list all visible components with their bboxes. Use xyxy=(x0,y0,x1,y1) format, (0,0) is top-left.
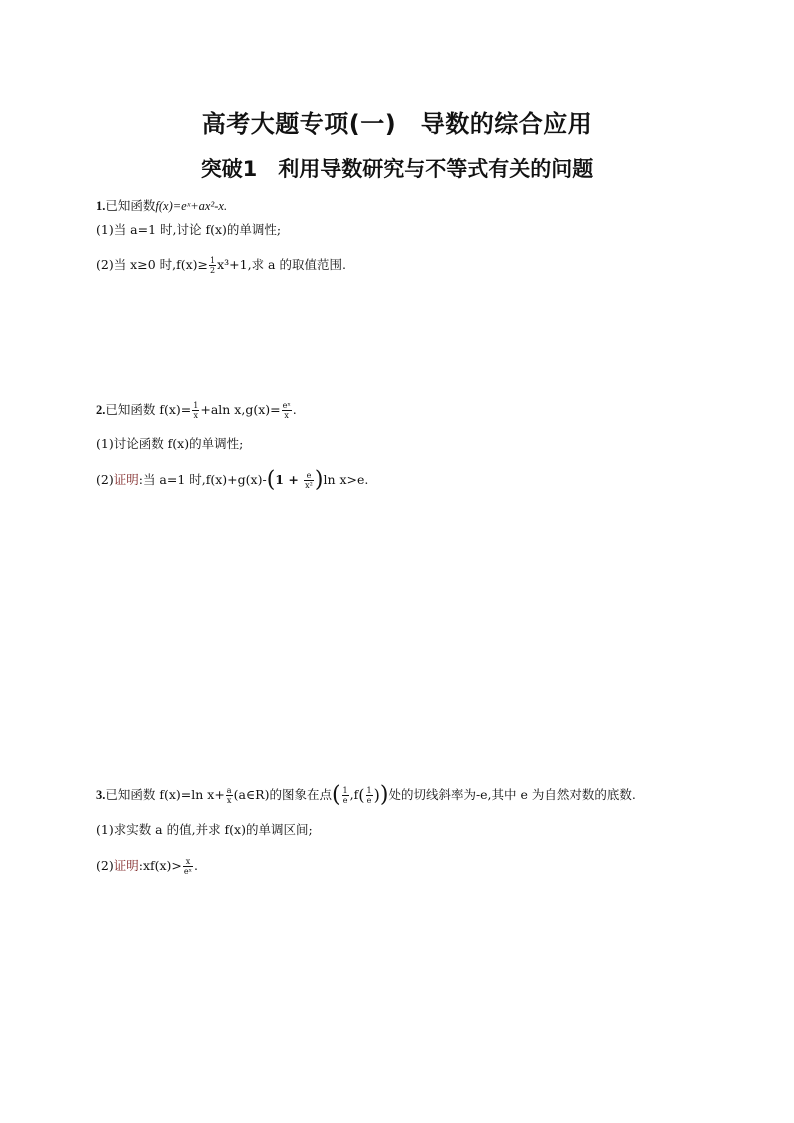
denominator: eˣ xyxy=(183,867,193,876)
fraction xyxy=(342,786,349,805)
denominator: x xyxy=(193,411,199,420)
fraction xyxy=(226,786,233,805)
problem-1-question-2 xyxy=(96,256,346,275)
fraction xyxy=(282,401,292,420)
stem-text: (a∈R)的图象在点 xyxy=(233,787,332,802)
problem-number: 2. xyxy=(96,403,106,417)
numerator: eˣ xyxy=(282,401,291,410)
left-paren: ( xyxy=(266,467,276,493)
problem-1-stem xyxy=(96,198,227,214)
right-paren: ) xyxy=(379,782,389,808)
proof-tag: 证明 xyxy=(113,472,139,487)
stem-prefix: 已知函数 xyxy=(105,198,156,213)
page-title: 高考大题专项(一) 导数的综合应用 xyxy=(201,110,593,138)
question-text: :当 a=1 时,f(x)+g(x)- xyxy=(138,472,267,487)
problem-3-question-2 xyxy=(96,857,198,876)
question-text: (2)当 x≥0 时,f(x)≥ xyxy=(96,257,209,272)
denominator: x xyxy=(226,796,232,805)
problem-number: 3. xyxy=(96,788,106,802)
question-text: x³+1,求 a 的取值范围. xyxy=(217,257,346,272)
problem-2-question-2 xyxy=(96,467,369,493)
problem-3-stem xyxy=(96,782,636,808)
numerator: 1 xyxy=(366,786,372,795)
numerator: 1 xyxy=(210,256,216,265)
inner-right-paren: ) xyxy=(373,785,380,805)
stem-text: 已知函数 f(x)= xyxy=(105,402,192,417)
proof-tag: 证明 xyxy=(113,858,139,873)
point-text: ,f xyxy=(349,787,359,802)
question-number: (2) xyxy=(96,472,114,487)
fraction xyxy=(183,857,193,876)
question-text: :xf(x)> xyxy=(138,858,182,873)
fraction xyxy=(209,256,216,275)
stem-text: 处的切线斜率为-e,其中 e 为自然对数的底数. xyxy=(388,787,636,802)
numerator: e xyxy=(304,471,314,481)
stem-text: . xyxy=(292,402,297,417)
stem-text: 已知函数 f(x)=ln x+ xyxy=(105,787,225,802)
denominator: e xyxy=(342,796,348,805)
numerator: 1 xyxy=(342,786,348,795)
problem-2-question-1: (1)讨论函数 f(x)的单调性; xyxy=(96,436,244,451)
problem-3-question-1: (1)求实数 a 的值,并求 f(x)的单调区间; xyxy=(96,822,313,837)
problem-2-stem xyxy=(96,401,297,420)
inner-left-paren: ( xyxy=(358,785,365,805)
numerator: 1 xyxy=(193,401,199,410)
problem-number: 1. xyxy=(96,199,106,213)
question-text: ln x>e. xyxy=(323,472,369,487)
denominator: x² xyxy=(305,481,313,490)
denominator: 2 xyxy=(210,266,216,275)
fraction xyxy=(366,786,373,805)
question-number: (2) xyxy=(96,858,114,873)
denominator: e xyxy=(366,796,372,805)
denominator: x xyxy=(284,411,289,420)
paren-text: 1 + xyxy=(275,472,304,487)
question-text: . xyxy=(194,858,199,873)
right-paren: ) xyxy=(314,467,324,493)
stem-expression: f(x)=eˣ+ax²-x. xyxy=(155,199,228,213)
fraction xyxy=(304,471,314,490)
section-subtitle: 突破1 利用导数研究与不等式有关的问题 xyxy=(200,157,594,181)
stem-text: +aln x,g(x)= xyxy=(200,402,281,417)
numerator: a xyxy=(226,786,232,795)
numerator: x xyxy=(183,857,193,867)
left-paren: ( xyxy=(331,782,341,808)
problem-1-question-1: (1)当 a=1 时,讨论 f(x)的单调性; xyxy=(96,222,282,237)
fraction xyxy=(192,401,199,420)
